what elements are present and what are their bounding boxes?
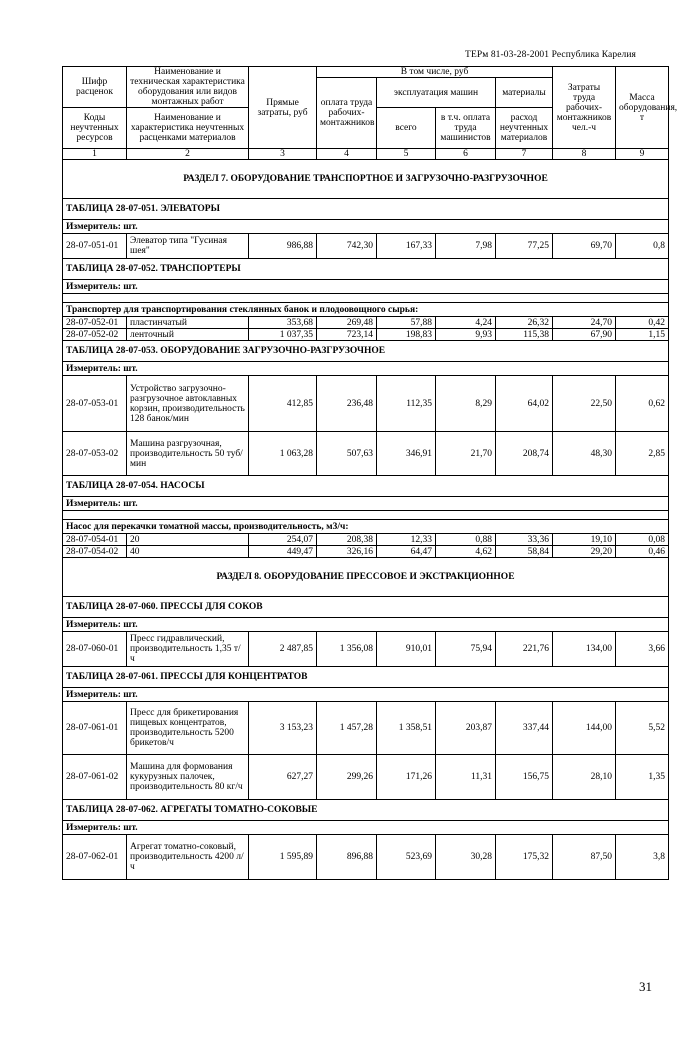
row-machine: 198,83 — [377, 329, 436, 341]
row-labor: 742,30 — [317, 234, 377, 259]
row-machine: 12,33 — [377, 534, 436, 546]
table-title: ТАБЛИЦА 28-07-051. ЭЛЕВАТОРЫ — [63, 199, 669, 220]
row-mass: 5,52 — [616, 702, 669, 755]
header-labor-pay: оплата труда рабочих-монтажников — [317, 78, 377, 149]
header-machine-total: всего — [377, 108, 436, 149]
spacer — [63, 511, 669, 520]
row-materials: 77,25 — [496, 234, 553, 259]
row-direct: 2 487,85 — [249, 632, 317, 667]
row-labor: 723,14 — [317, 329, 377, 341]
row-code: 28-07-060-01 — [63, 632, 127, 667]
row-direct: 412,85 — [249, 376, 317, 432]
table-measure: Измеритель: шт. — [63, 688, 669, 702]
row-machine: 167,33 — [377, 234, 436, 259]
row-name: Пресс гидравлический, производительность 1,35 т/ч — [127, 632, 249, 667]
row-labor-cost: 24,70 — [553, 317, 616, 329]
row-materials: 58,84 — [496, 546, 553, 558]
row-machine-labor: 30,28 — [436, 835, 496, 880]
row-code: 28-07-062-01 — [63, 835, 127, 880]
row-materials: 115,38 — [496, 329, 553, 341]
column-number: 1 — [63, 149, 127, 160]
header-code-bottom: Коды неучтенных ресурсов — [63, 108, 127, 149]
row-direct: 1 037,35 — [249, 329, 317, 341]
row-machine: 171,26 — [377, 755, 436, 800]
table-title: ТАБЛИЦА 28-07-052. ТРАНСПОРТЕРЫ — [63, 259, 669, 280]
row-labor-cost: 22,50 — [553, 376, 616, 432]
row-direct: 1 595,89 — [249, 835, 317, 880]
row-mass: 0,42 — [616, 317, 669, 329]
row-labor: 326,16 — [317, 546, 377, 558]
row-materials: 33,36 — [496, 534, 553, 546]
row-materials: 156,75 — [496, 755, 553, 800]
row-machine: 910,01 — [377, 632, 436, 667]
table-title: ТАБЛИЦА 28-07-053. ОБОРУДОВАНИЕ ЗАГРУЗОЧНО-РАЗГРУЗОЧНОЕ — [63, 341, 669, 362]
header-direct: Прямые затраты, руб — [249, 67, 317, 149]
row-materials: 26,32 — [496, 317, 553, 329]
row-name: 20 — [127, 534, 249, 546]
header-name: Наименование и техническая характеристика оборудования или видов монтажных работ — [127, 67, 249, 108]
column-number: 8 — [553, 149, 616, 160]
row-direct: 254,07 — [249, 534, 317, 546]
row-name: 40 — [127, 546, 249, 558]
document-header: ТЕРм 81-03-28-2001 Республика Карелия — [465, 50, 636, 60]
row-direct: 3 153,23 — [249, 702, 317, 755]
row-mass: 1,15 — [616, 329, 669, 341]
table-measure: Измеритель: шт. — [63, 497, 669, 511]
row-machine: 112,35 — [377, 376, 436, 432]
row-labor: 236,48 — [317, 376, 377, 432]
row-mass: 2,85 — [616, 432, 669, 476]
row-code: 28-07-054-02 — [63, 546, 127, 558]
row-machine: 57,88 — [377, 317, 436, 329]
row-direct: 627,27 — [249, 755, 317, 800]
row-direct: 449,47 — [249, 546, 317, 558]
row-machine-labor: 21,70 — [436, 432, 496, 476]
row-machine-labor: 203,87 — [436, 702, 496, 755]
row-mass: 1,35 — [616, 755, 669, 800]
row-labor-cost: 69,70 — [553, 234, 616, 259]
header-machine-labor: в т.ч. оплата труда машинистов — [436, 108, 496, 149]
row-name: Машина для формования кукурузных палочек, производительность 80 кг/ч — [127, 755, 249, 800]
row-labor: 208,38 — [317, 534, 377, 546]
table-measure: Измеритель: шт. — [63, 280, 669, 294]
row-machine: 1 358,51 — [377, 702, 436, 755]
row-machine: 64,47 — [377, 546, 436, 558]
header-including: В том числе, руб — [317, 67, 553, 78]
column-number: 4 — [317, 149, 377, 160]
row-machine: 523,69 — [377, 835, 436, 880]
row-labor-cost: 29,20 — [553, 546, 616, 558]
row-materials: 221,76 — [496, 632, 553, 667]
row-direct: 1 063,28 — [249, 432, 317, 476]
rates-table — [62, 66, 678, 880]
row-direct: 986,88 — [249, 234, 317, 259]
table-subheader: Транспортер для транспортирования стеклянных банок и плодоовощного сырья: — [63, 303, 669, 317]
row-mass: 3,66 — [616, 632, 669, 667]
row-labor: 1 356,08 — [317, 632, 377, 667]
table-title: ТАБЛИЦА 28-07-054. НАСОСЫ — [63, 476, 669, 497]
row-code: 28-07-052-01 — [63, 317, 127, 329]
column-number: 3 — [249, 149, 317, 160]
row-labor: 1 457,28 — [317, 702, 377, 755]
spacer — [63, 294, 669, 303]
row-machine-labor: 8,29 — [436, 376, 496, 432]
table-subheader: Насос для перекачки томатной массы, производительность, м3/ч: — [63, 520, 669, 534]
row-labor-cost: 28,10 — [553, 755, 616, 800]
row-mass: 3,8 — [616, 835, 669, 880]
row-name: Агрегат томатно-соковый, производительность 4200 л/ч — [127, 835, 249, 880]
row-labor: 896,88 — [317, 835, 377, 880]
column-number: 6 — [436, 149, 496, 160]
row-machine-labor: 9,93 — [436, 329, 496, 341]
table-title: ТАБЛИЦА 28-07-061. ПРЕССЫ ДЛЯ КОНЦЕНТРАТОВ — [63, 667, 669, 688]
row-labor-cost: 144,00 — [553, 702, 616, 755]
row-code: 28-07-051-01 — [63, 234, 127, 259]
section-title: РАЗДЕЛ 7. ОБОРУДОВАНИЕ ТРАНСПОРТНОЕ И ЗАГРУЗОЧНО-РАЗГРУЗОЧНОЕ — [63, 160, 669, 199]
table-title: ТАБЛИЦА 28-07-060. ПРЕССЫ ДЛЯ СОКОВ — [63, 597, 669, 618]
row-direct: 353,68 — [249, 317, 317, 329]
row-machine: 346,91 — [377, 432, 436, 476]
row-labor: 269,48 — [317, 317, 377, 329]
row-machine-labor: 4,62 — [436, 546, 496, 558]
section-title: РАЗДЕЛ 8. ОБОРУДОВАНИЕ ПРЕССОВОЕ И ЭКСТРАКЦИОННОЕ — [63, 558, 669, 597]
row-mass: 0,62 — [616, 376, 669, 432]
column-number: 9 — [616, 149, 669, 160]
row-name: Пресс для брикетирования пищевых концентратов, производительность 5200 брикетов/ч — [127, 702, 249, 755]
table-measure: Измеритель: шт. — [63, 220, 669, 234]
row-name: Устройство загрузочно-разгрузочное автоклавных корзин, производительность 128 банок/мин — [127, 376, 249, 432]
row-mass: 0,8 — [616, 234, 669, 259]
row-labor-cost: 48,30 — [553, 432, 616, 476]
row-mass: 0,46 — [616, 546, 669, 558]
header-code: Шифр расценок — [63, 67, 127, 108]
row-materials: 337,44 — [496, 702, 553, 755]
row-code: 28-07-061-01 — [63, 702, 127, 755]
table-title: ТАБЛИЦА 28-07-062. АГРЕГАТЫ ТОМАТНО-СОКОВЫЕ — [63, 800, 669, 821]
row-name: Элеватор типа "Гусиная шея" — [127, 234, 249, 259]
table-measure: Измеритель: шт. — [63, 618, 669, 632]
row-labor-cost: 67,90 — [553, 329, 616, 341]
column-number: 5 — [377, 149, 436, 160]
row-mass: 0,08 — [616, 534, 669, 546]
header-materials-sub: расход неучтенных материалов — [496, 108, 553, 149]
row-code: 28-07-053-01 — [63, 376, 127, 432]
row-code: 28-07-061-02 — [63, 755, 127, 800]
row-name: Машина разгрузочная, производительность 50 туб/мин — [127, 432, 249, 476]
row-materials: 175,32 — [496, 835, 553, 880]
row-machine-labor: 0,88 — [436, 534, 496, 546]
row-machine-labor: 75,94 — [436, 632, 496, 667]
header-labor-cost: Затраты труда рабочих-монтажников чел.-ч — [553, 67, 616, 149]
row-labor-cost: 134,00 — [553, 632, 616, 667]
row-labor-cost: 87,50 — [553, 835, 616, 880]
header-materials: материалы — [496, 78, 553, 108]
row-code: 28-07-053-02 — [63, 432, 127, 476]
row-machine-labor: 4,24 — [436, 317, 496, 329]
page-number: 31 — [639, 979, 652, 994]
row-materials: 64,02 — [496, 376, 553, 432]
row-materials: 208,74 — [496, 432, 553, 476]
row-code: 28-07-054-01 — [63, 534, 127, 546]
row-name: ленточный — [127, 329, 249, 341]
table-measure: Измеритель: шт. — [63, 821, 669, 835]
row-machine-labor: 7,98 — [436, 234, 496, 259]
header-mass: Масса оборудования, т — [616, 67, 669, 149]
column-number: 7 — [496, 149, 553, 160]
row-code: 28-07-052-02 — [63, 329, 127, 341]
header-name-bottom: Наименование и характеристика неучтенных расценками материалов — [127, 108, 249, 149]
row-labor: 507,63 — [317, 432, 377, 476]
row-machine-labor: 11,31 — [436, 755, 496, 800]
row-name: пластинчатый — [127, 317, 249, 329]
row-labor: 299,26 — [317, 755, 377, 800]
table-measure: Измеритель: шт. — [63, 362, 669, 376]
row-labor-cost: 19,10 — [553, 534, 616, 546]
column-number: 2 — [127, 149, 249, 160]
header-machine-op: эксплуатация машин — [377, 78, 496, 108]
